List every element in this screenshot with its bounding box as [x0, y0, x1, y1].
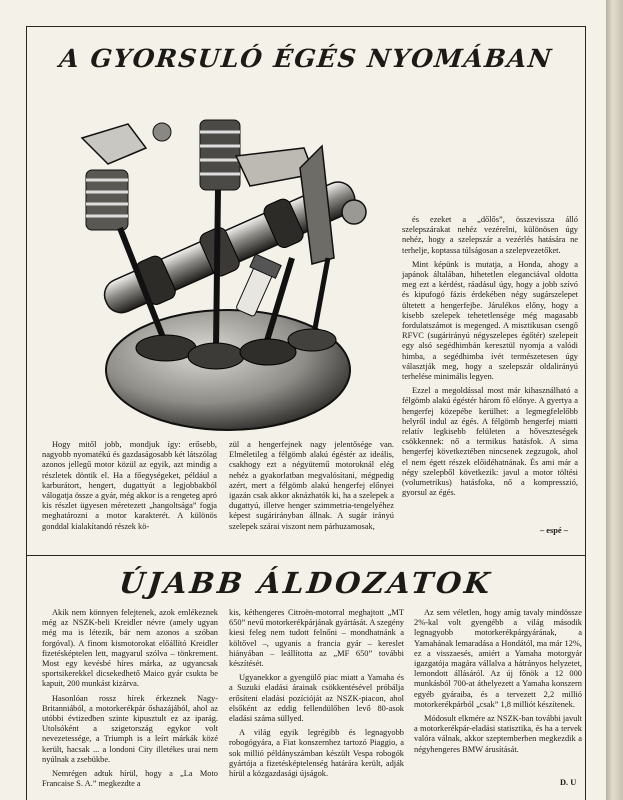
valve-spring-left [86, 170, 128, 230]
rocker-arm-left [82, 124, 146, 164]
paragraph: Ezzel a megoldással most már kihasználható a félgömb alakú égéstér három fő előnye. A gyertya a hengerfej közepébe kerülhet: a legmegfelelőbb helyről indul az égés. A félgömb hengerfej miatti relatív legkisebb felületen a hőveszteségek csökkennek: nő a termikus hatásfok. A sima hengerfej következtében nincsenek zegzugok, ahol el nem égett részek előidéhatnának. És ami már a négy szelepből következik: javul a motor töltési (volumetrikus) hatásfoka, nő a kompresszió, gyorsul az égés. [402, 386, 578, 498]
valve-spring-center [200, 120, 240, 190]
paragraph: A világ egyik legrégibb és legnagyobb robogógyára, a Fiat konszernhez tartozó Piaggio, a sok millió példányszámban készült Vespa robogók gyártója a fizetésképtelenség határára került, adják hírül a közgazdasági újságok. [229, 728, 404, 779]
article-title: A GYORSULÓ ÉGÉS NYOMÁBAN [58, 44, 554, 73]
article2-column-1 [42, 608, 218, 789]
article2-title: ÚJABB ÁLDOZATOK [117, 566, 495, 600]
paragraph: Az sem véletlen, hogy amíg tavaly mindössze 2%-kal volt gyengébb a világ második legnagyobb motorkerékpárgyárának, a Yamahának lemaradása a Hondától, ma már 12%, ez a visszaesés, amiért a Yamaha motorgyár igazgatója magára vállalva a hátrányos helyzetet, lemondott állásáról. Az új főnök a 12 000 munkásból 700-at áthelyezett a Yamaha konszern egyéb gyáraiba, és a tervezett 2,2 millió motorkerékpárból „csak” 1,8 milliót készítenek. [414, 608, 582, 709]
paragraph: zül a hengerfejnek nagy jelentősége van. Elméletileg a félgömb alakú égéstér az ideális, csakhogy ezt a négyütemű motoroknál elég nehéz a gyakorlatban megvalósítani, mégpedig azért, mert a félgömb alakú hengerfej előnyei igazán csak akkor aknázhatók ki, ha a szelepek a dugattyú, illetve henger szimmetria-tengelyéhez képest sugárirányban állnak. A sugár irányú szelepek szárai viszont nem párhuzamosak, [229, 440, 394, 531]
article1-column-middle [229, 440, 394, 532]
paragraph: kis, kéthengeres Citroën-motorral meghajtott „MT 650” nevű motorkerékpárjának gyártását. A szegény kiesi feleg nem tudott felnőni – mondhatnánk a költővel –, ugyanis a francia gyár – kereslet hiányában – leállította az „MF 650” további készítését. [229, 608, 404, 669]
article2-signature: D. U [560, 778, 577, 787]
paragraph: Módosult elkmére az NSZK-ban további javult a motorkerékpár-eladási statisztika, és ha a tervek valóra válnak, akkor szeptemberben megkezdik a négyhengeres BMW árusítását. [414, 714, 582, 754]
rocker-arm-right [300, 146, 334, 264]
paragraph: Mint képünk is mutatja, a Honda, ahogy a japánok általában, hihetetlen eleganciával oldotta meg ezt a kérdést, ráadásul úgy, hogy a jobb szívó és kipufogó fázis érdekében négy sugárszelepet ültetett a hengerfejbe. Járulékos előny, hogy a kisebb szelepek tehetetlensége még magasabb fordulatszámot is megenged. A misztikusan csengő RFVC (sugárirányú négyszelepes égőtér) szelepeit egy alsó segédhimbán keresztül nyomja a valódi himba, a segédhimba ívét természetesen úgy választják meg, hogy a szelepszár oldalirányú terhelése minimális legyen. [402, 259, 578, 382]
paragraph: Ugyanekkor a gyengülő piac miatt a Yamaha és a Suzuki eladási árainak csökkentésével próbálja erősíteni eladási pozícióját az NSZK-piacon, ahol elsőként az eddig fellendülőben levő 80-asok eladási száma süllyed. [229, 673, 404, 724]
adjuster-nut [342, 200, 366, 224]
paragraph: és ezeket a „dőlős”, összevissza álló szelepszárakat nehéz vezérelni, különösen úgy nehéz, hogy a szelepszár a vezérlés hatására ne terhelje, koptassa túlságosan a szelepvezetőket. [402, 215, 578, 255]
engine-valvetrain-illustration [68, 108, 386, 436]
article2-column-2 [229, 608, 404, 779]
article1-column-left [42, 440, 217, 532]
paragraph: Hogy mitől jobb, mondjuk így: erősebb, nagyobb nyomatékú és gazdaságosabb két látszólag azonos jellegű motor közül az egyik, azt mindig a részletek döntik el. Ha a főegységeket, például a karburátort, hengert, dugattyút a legjobbakból válogatja össze a gyár, még akkor is a rengeteg apró kis részlet ügyesen méretezett „hangoltsága” fogja meghatározni a motor karakterét. A különös gonddal kialakítandó részek kö- [42, 440, 217, 531]
page-spine [606, 0, 623, 800]
article2-column-3 [414, 608, 582, 755]
article1-column-right [402, 215, 578, 498]
paragraph: Nemrégen adtuk hírül, hogy a „La Moto Francaise S. A.” megkezdte a [42, 769, 218, 789]
article1-signature: – espé – [540, 526, 568, 535]
paragraph: Akik nem könnyen felejtenek, azok emlékeznek még az NSZK-beli Kreidler névre (amely ugyan még ma is létezik, bár nem azonos a szóban forgóval). A finom kismotorokat előállító Kreidler fizetésképtelen lett, magyarul szólva – tönkrement. Most egy kevésbé híres márka, az ugyancsak sportsikerekkel dicsekedhető Maico gyár csukta be kapuit, 200 munkást kizárva. [42, 608, 218, 689]
adjuster-screw [153, 123, 171, 141]
paragraph: Hasonlóan rossz hírek érkeznek Nagy-Britanniából, a motorkerékpár őshazájából, ahol az utóbbi évtizedben szinte kipusztult ez az iparág. Utolsóként a szigetország egykor volt nevezetessége, a Triumph is a leírt márkák közé került, hacsak ... a londoni City illetékes urai nem nyúlnak a zsebükbe. [42, 693, 218, 764]
